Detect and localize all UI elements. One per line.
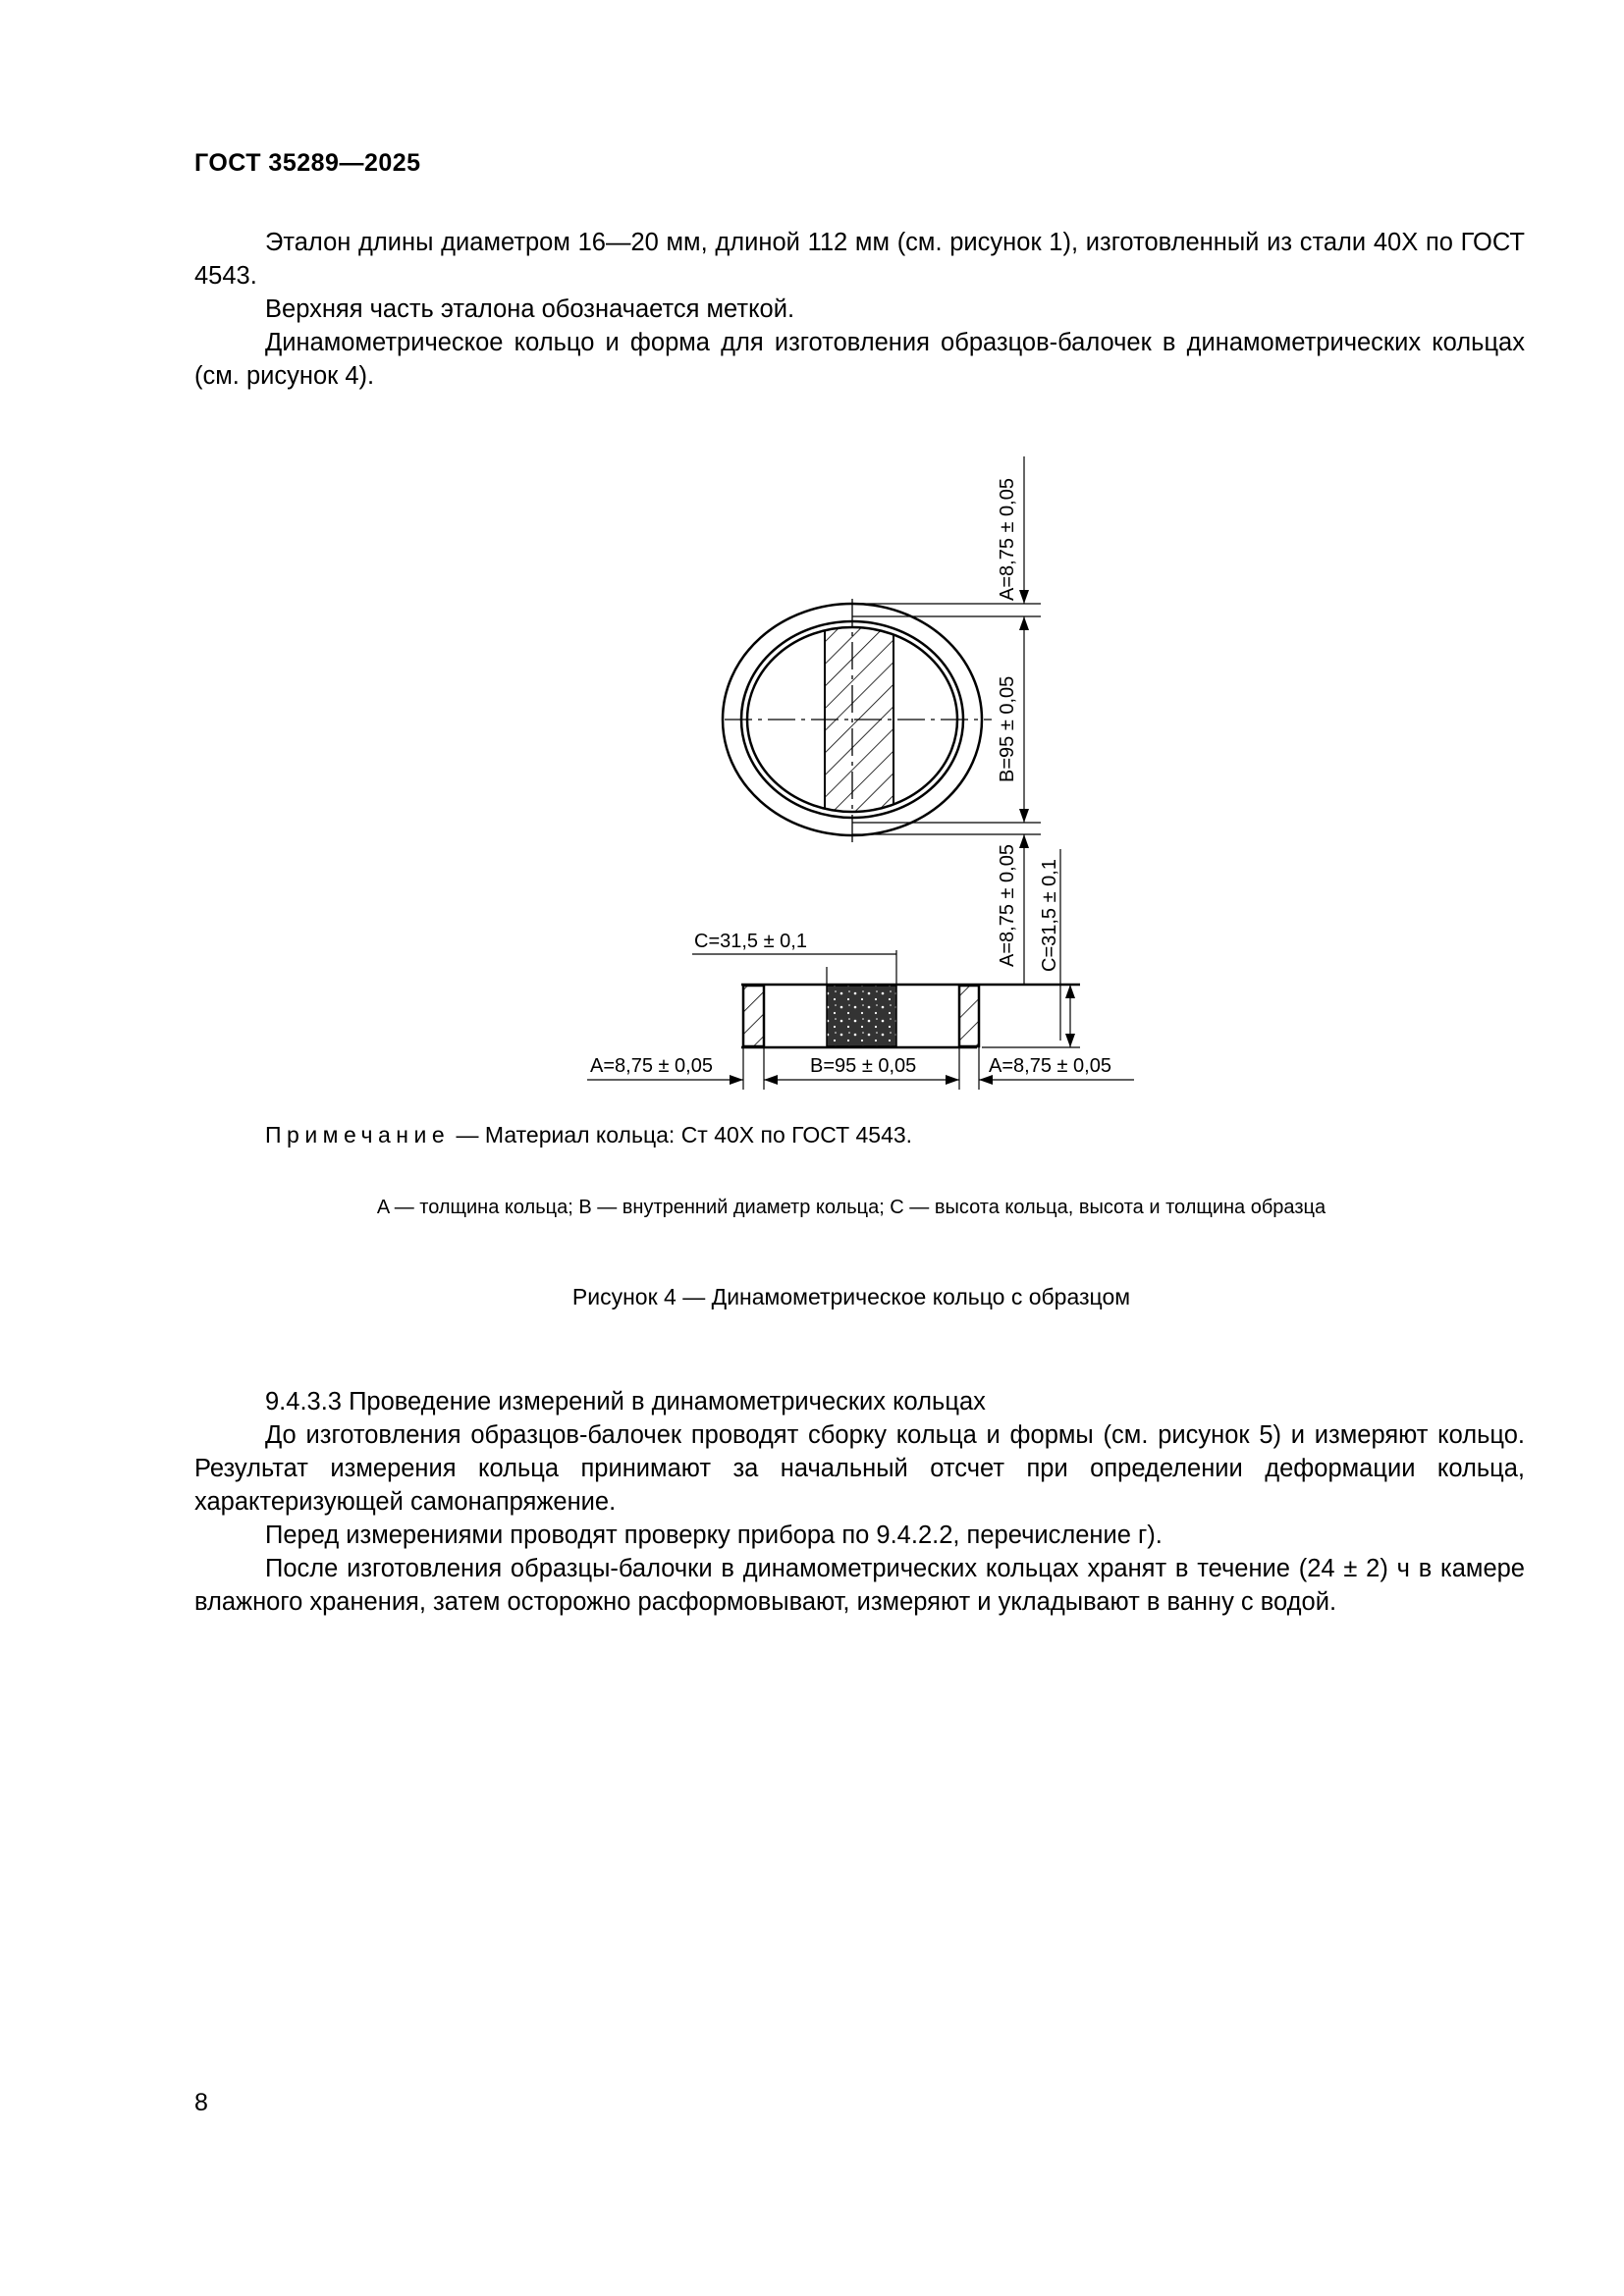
intro-paragraph-3: Динамометрическое кольцо и форма для изготовления образцов-балочек в динамометрических кольцах (см. рисунок 4). — [194, 329, 1525, 390]
dim-a-left: A=8,75 ± 0,05 — [590, 1055, 713, 1077]
dim-b-bottom: B=95 ± 0,05 — [810, 1055, 917, 1077]
dim-a-middle: A=8,75 ± 0,05 — [997, 844, 1018, 967]
intro-paragraph-1: Эталон длины диаметром 16—20 мм, длиной 112 мм (см. рисунок 1), изготовленный из стали 40Х по ГОСТ 4543. — [194, 229, 1525, 290]
dim-a-top: A=8,75 ± 0,05 — [997, 478, 1018, 601]
section-paragraph-1: До изготовления образцов-балочек проводят сборку кольца и формы (см. рисунок 5) и измеряют кольцо. Результат измерения кольца принимают за начальный отсчет при определении деформации кольца, характеризующей самонапряжение. — [194, 1421, 1525, 1516]
ring-drawing — [0, 432, 1624, 1099]
figure-legend: A — толщина кольца; B — внутренний диаметр кольца; C — высота кольца, высота и толщина образца — [376, 1197, 1326, 1218]
note-text: — Материал кольца: Ст 40Х по ГОСТ 4543. — [450, 1122, 913, 1148]
page-number: 8 — [194, 2089, 208, 2116]
dim-a-right: A=8,75 ± 0,05 — [989, 1055, 1111, 1077]
dim-b-vertical: B=95 ± 0,05 — [997, 675, 1018, 782]
dim-c-top: C=31,5 ± 0,1 — [694, 931, 807, 952]
intro-text — [194, 226, 1525, 393]
section-paragraph-3: После изготовления образцы-балочки в динамометрических кольцах хранят в течение (24 ± 2) ч в камере влажного хранения, затем осторожно расформовывают, измеряют и укладывают в ванну с водой. — [194, 1555, 1525, 1616]
intro-paragraph-2: Верхняя часть эталона обозначается меткой. — [265, 295, 795, 323]
ring-top-view — [723, 599, 992, 842]
figure-note — [265, 1122, 912, 1148]
section-paragraph-2: Перед измерениями проводят проверку прибора по 9.4.2.2, перечисление г). — [265, 1522, 1163, 1549]
figure-caption: Рисунок 4 — Динамометрическое кольцо с образцом — [571, 1284, 1131, 1309]
document-header: ГОСТ 35289—2025 — [194, 149, 421, 177]
note-label: Примечание — [265, 1122, 451, 1148]
section-heading: 9.4.3.3 Проведение измерений в динамометрических кольцах — [265, 1388, 986, 1415]
section-text — [194, 1385, 1525, 1619]
dim-c-right: C=31,5 ± 0,1 — [1039, 859, 1060, 972]
